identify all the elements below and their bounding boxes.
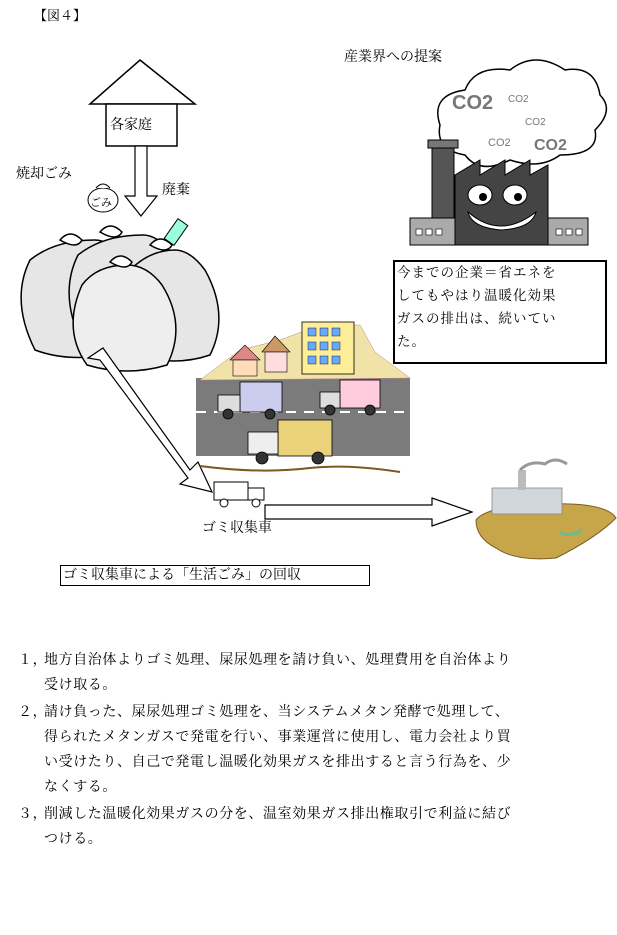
down-arrow (125, 146, 157, 216)
processing-plant (476, 460, 616, 559)
list-number: ２， (18, 704, 48, 720)
note-line: た。 (397, 334, 426, 350)
list-item (18, 648, 608, 698)
industry-title: 産業界への提案 (344, 49, 442, 65)
right-arrow (265, 498, 472, 526)
co2-label: CO2 (534, 137, 567, 154)
list-line: 請け負った、屎尿処理ゴミ処理を、当システムメタン発酵で処理して、 (44, 704, 510, 720)
gomi-bag-label: ごみ (90, 196, 112, 209)
list-line: 得られたメタンガスで発電を行い、事業運営に使用し、電力会社より買 (44, 729, 512, 745)
house-label: 各家庭 (110, 117, 152, 133)
list-number: １， (18, 652, 48, 668)
list-line: 削減した温暖化効果ガスの分を、温室効果ガス排出権取引で利益に結び (44, 806, 512, 822)
collection-caption: ゴミ収集車による「生活ごみ」の回収 (60, 565, 370, 586)
list-item (18, 700, 608, 800)
co2-label: CO2 (525, 117, 546, 128)
factory-cartoon (410, 60, 606, 245)
list-line: なくする。 (44, 779, 117, 795)
truck-label: ゴミ収集車 (202, 520, 272, 536)
co2-label: CO2 (488, 137, 511, 149)
list-number: ３， (18, 806, 48, 822)
disposal-label: 廃棄 (162, 182, 190, 198)
garbage-bags (21, 226, 219, 371)
note-line: してもやはり温暖化効果 (397, 288, 557, 304)
note-line: ガスの排出は、続いてい (397, 311, 557, 327)
list-line: い受けたり、自己で発電し温暖化効果ガスを排出すると言う行為を、少 (44, 754, 512, 770)
house-roof (90, 60, 195, 104)
co2-label: CO2 (508, 94, 529, 105)
list-item (18, 802, 608, 852)
list-line: 地方自治体よりゴミ処理、屎尿処理を請け負い、処理費用を自治体より (44, 652, 512, 668)
bottle-icon (164, 219, 188, 246)
co2-label: CO2 (452, 92, 494, 114)
list-line: つける。 (44, 831, 103, 847)
figure-label: 【図４】 (34, 9, 87, 24)
incinerated-label: 焼却ごみ (16, 166, 72, 182)
small-truck-icon (214, 482, 264, 507)
list-line: 受け取る。 (44, 677, 117, 693)
proposal-list (18, 648, 608, 854)
note-line: 今までの企業＝省エネを (397, 265, 557, 281)
town-road-scene (196, 322, 410, 472)
industry-note (393, 260, 607, 364)
